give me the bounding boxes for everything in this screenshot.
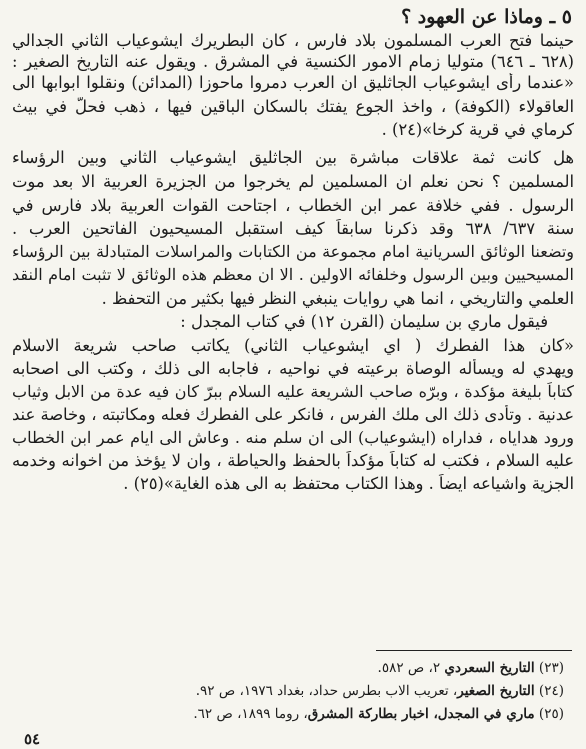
body-line: العاقولاء (الكوفة) ، واخذ الجوع يفتك بالسكان الباقين فيها ، ذهب فحلّ في بيث [12,97,574,116]
body-line: كتاباً بليغة مؤكدة ، وبرّه صاحب الشريعة عليه السلام ببرّ كان فيه عدة من الابل وثياب [12,382,574,401]
body-line: ويهدي له ويسأله الوصاة برعيته في نواحيه ، فاجابه الى ذلك ، وكتب الى اصحابه [12,359,574,378]
body-line: ورود هداياه ، فداراه (ايشوعياب) الى ان سلم منه . وعاش الى ايام عمر ابن الخطاب [12,428,574,447]
body-line: فيقول ماري بن سليمان (القرن ١٢) في كتاب المجدل : [180,312,548,331]
body-line: الرسول . ففي خلافة عمر ابن الخطاب ، اجتاحت القوات العربية بلاد فارس في [12,196,574,215]
body-line: «كان هذا الفطرك ( اي ايشوعياب الثاني) يكاتب صاحب شريعة الاسلام [12,336,574,355]
page-number: ٥٤ [24,730,41,748]
body-line: الجزية واشياعه ايضاً . وهذا الكتاب محتفظ به الى هذه الغاية»(٢٥) . [123,474,574,493]
footnote-divider [376,650,572,651]
footnote-title: التاريخ الصغير [457,683,535,699]
footnote-text: ، تعريب الاب بطرس حداد، بغداد ١٩٧٦، ص ٩٢. [195,683,458,699]
body-line: «عندما رأى ايشوعياب الجاثليق ان العرب دمروا ماحوزا (المدائن) ونقلوا ابوابها الى [12,73,574,92]
body-line: سنة ٦٣٧/ ٦٣٨ وقد ذكرنا سابقاً كيف استقبل المسيحيون الفاتحين العرب . [12,219,574,238]
footnote [196,683,564,700]
footnote-title: ماري في المجدل، اخبار بطاركة المشرق [307,706,535,722]
footnote-number: (٢٣) [538,660,564,676]
body-line: كرماي في قرية كرخا»(٢٤) . [381,120,574,139]
body-line: العلمي والتاريخي ، انما هي روايات ينبغي النظر فيها بكثير من التحفظ . [101,289,574,308]
body-line: هل كانت ثمة علاقات مباشرة بين الجاثليق ايشوعياب الثاني وبين الرؤساء [12,148,574,167]
body-line: حينما فتح العرب المسلمون بلاد فارس ، كان البطريرك ايشوعياب الثاني الجدالي [12,31,574,50]
footnote-number: (٢٥) [538,706,564,722]
section-heading: ٥ ـ وماذا عن العهود ؟ [401,6,572,28]
footnote-title: التاريخ السعردي [444,660,535,676]
footnote-text: ٢، ص ٥٨٢. [377,660,445,676]
body-line: المسلمين ؟ نحن نعلم ان المسلمين لم يخرجوا من الجزيرة العربية الا بعد موت [12,172,574,191]
footnote-text: ، روما ١٨٩٩، ص ٦٢. [193,706,308,722]
footnote [378,660,564,677]
body-line: عدنية . وتأدى ذلك الى ملك الفرس ، فانكر على الفطرك فعله ومكاتبته ، وخاصة عند [12,405,574,424]
footnote-number: (٢٤) [538,683,564,699]
body-line: وتضعنا الوثائق السريانية امام مجموعة من الكتابات والمراسلات المتبادلة بين الرؤساء [12,242,574,261]
footnote [193,706,564,723]
body-line: عليه السلام ، فكتب له كتاباً مؤكداً بالحفظ والحياطة ، وان لا يؤخذ من اخوانه وخدمه [12,451,574,470]
body-line: المسيحيين وبين الرسول وخلفائه الاولين . الا ان معظم هذه الوثائق لا تثبت امام النقد [12,265,574,284]
body-line: (٦٢٨ ـ ٦٤٦) متوليا زمام الامور الكنسية في المشرق . ويقول عنه التاريخ الصغير : [12,52,574,71]
